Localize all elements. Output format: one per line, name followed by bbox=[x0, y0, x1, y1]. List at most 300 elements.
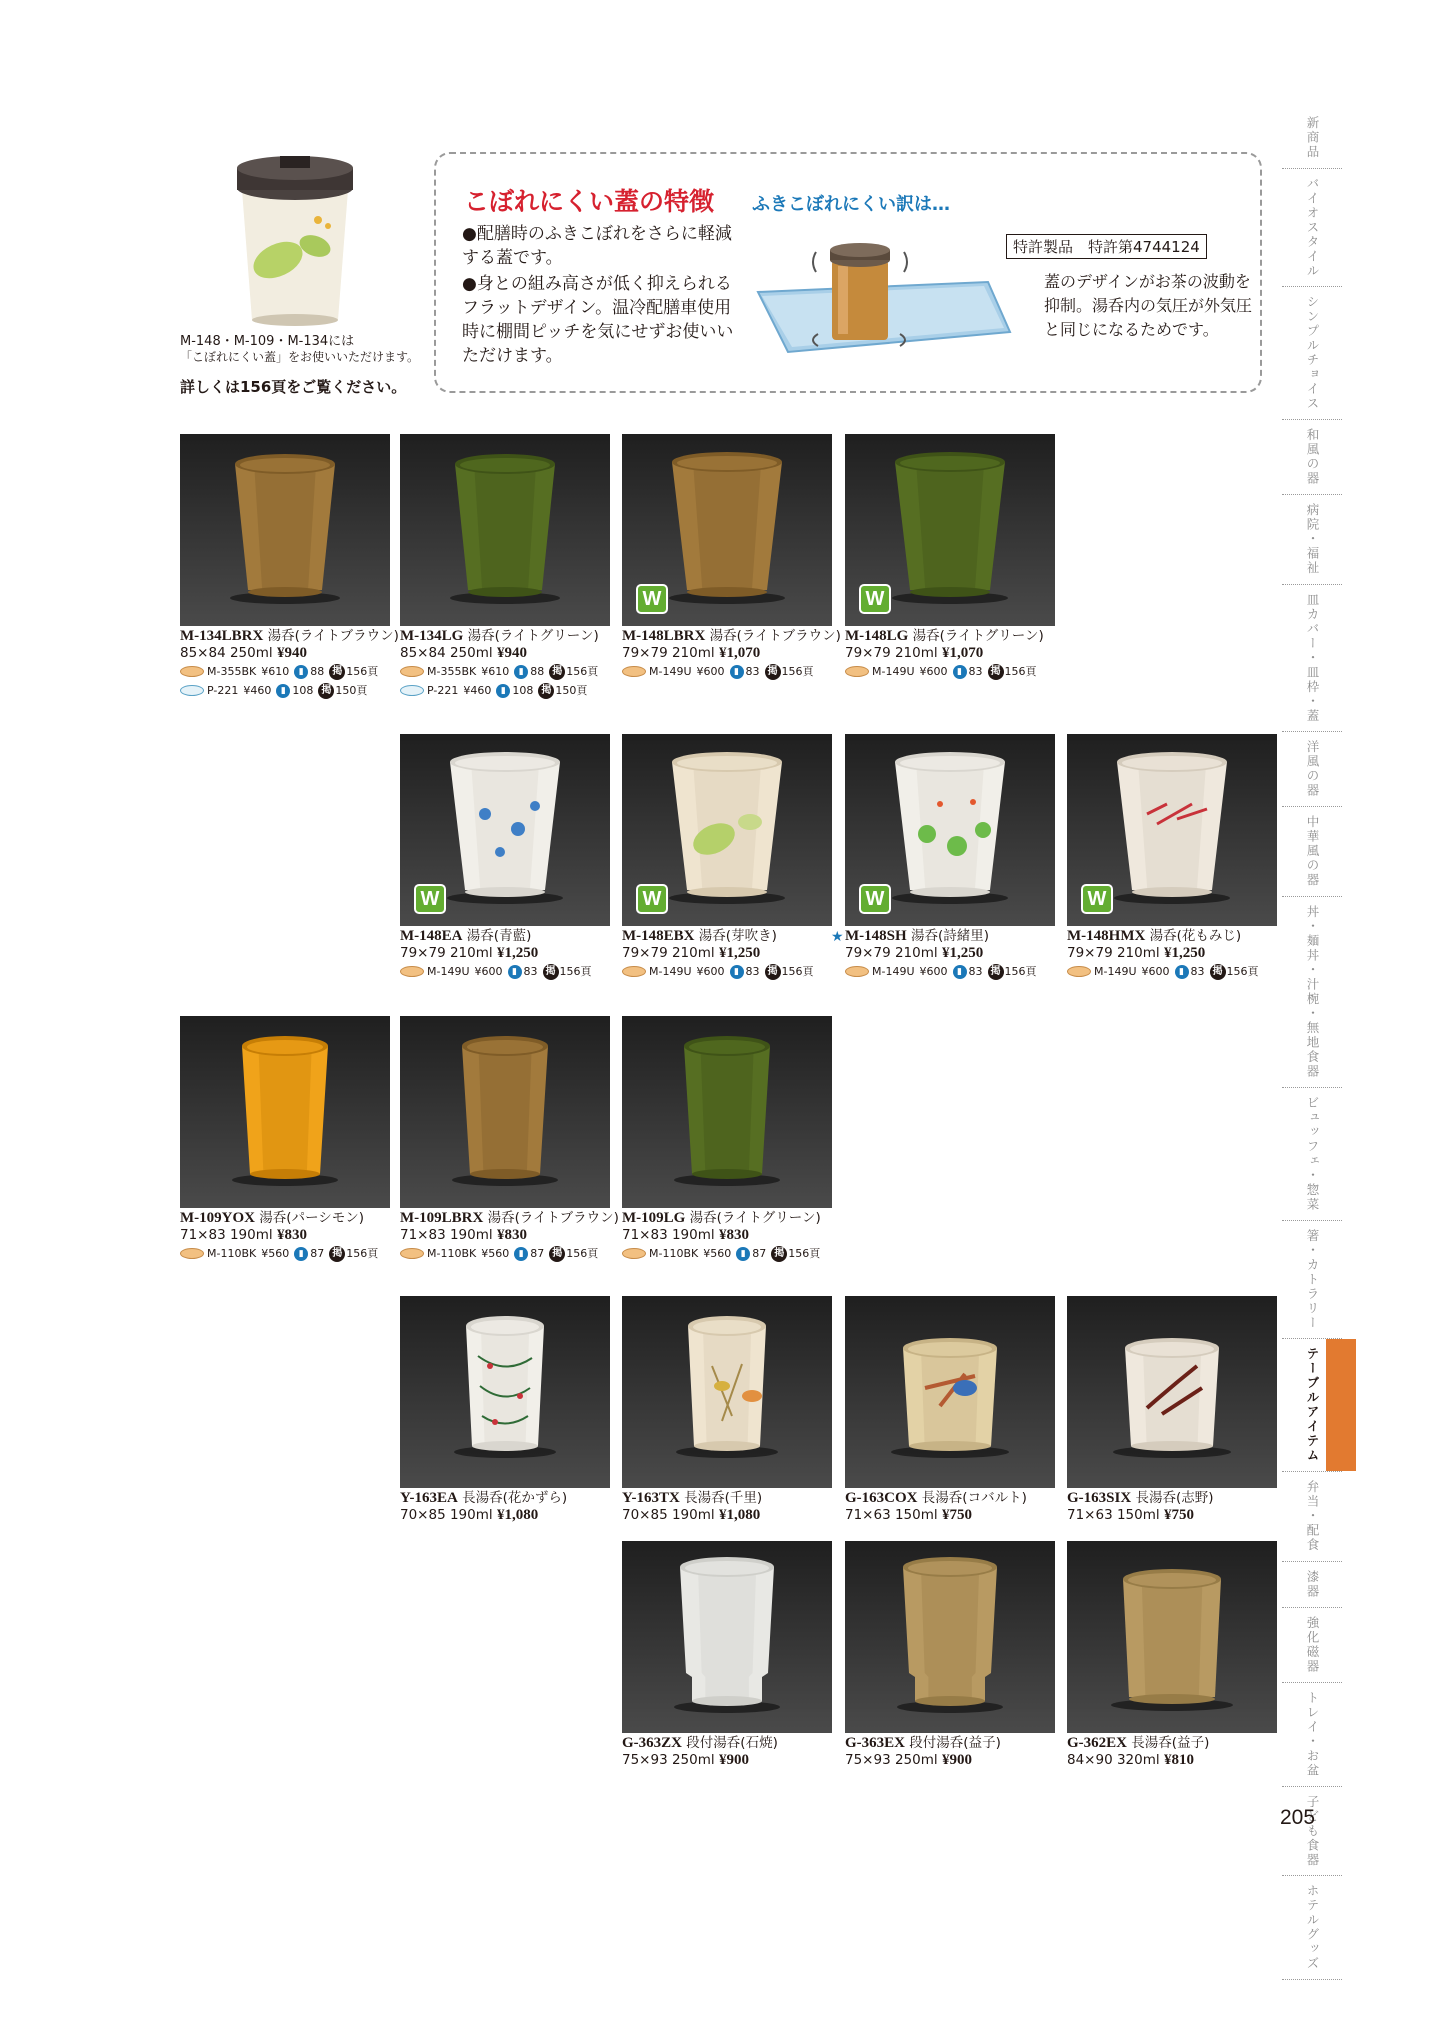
product-volume: 250ml bbox=[894, 1752, 938, 1768]
product-code: Y-163EA bbox=[400, 1490, 458, 1506]
accessory-page: 156頁 bbox=[781, 665, 814, 678]
product-photo bbox=[845, 734, 1055, 926]
side-tab-label: 皿カバー・皿枠・蓋 bbox=[1305, 592, 1320, 723]
product-volume: 250ml bbox=[229, 645, 273, 661]
product-spec bbox=[1067, 1752, 1277, 1769]
intro-section bbox=[180, 150, 440, 400]
product-title bbox=[845, 1735, 1055, 1752]
accessory-price: ¥600 bbox=[696, 665, 725, 678]
product-title bbox=[622, 628, 841, 645]
patent-label: 特許製品 特許第4744124 bbox=[1006, 234, 1207, 259]
product-info bbox=[622, 1208, 832, 1263]
product-size: 79×79 bbox=[622, 945, 668, 961]
accessory-stack: 83 bbox=[745, 965, 760, 978]
side-tab[interactable] bbox=[1282, 1472, 1342, 1562]
product-card bbox=[622, 1541, 832, 1769]
product-title bbox=[622, 1735, 832, 1752]
side-tab[interactable] bbox=[1282, 585, 1342, 733]
product-info bbox=[180, 1208, 390, 1263]
product-card bbox=[400, 1016, 619, 1263]
side-tab-label: 漆器 bbox=[1305, 1569, 1320, 1599]
kei-icon: 掲 bbox=[543, 964, 559, 980]
accessory-stack: 87 bbox=[310, 1247, 325, 1260]
product-size: 70×85 bbox=[622, 1507, 668, 1523]
product-size: 75×93 bbox=[622, 1752, 668, 1768]
accessory-stack: 88 bbox=[310, 665, 325, 678]
product-volume: 150ml bbox=[1116, 1507, 1160, 1523]
product-size: 84×90 bbox=[1067, 1752, 1113, 1768]
accessory-row bbox=[845, 662, 1055, 681]
side-tab-label: 新商品 bbox=[1305, 116, 1320, 160]
accessory-code: M-149U bbox=[872, 965, 915, 978]
product-title bbox=[622, 1210, 832, 1227]
accessory-code: M-110BK bbox=[207, 1247, 257, 1260]
lid-usage-note: 「こぼれにくい蓋」をお使いいただけます。 bbox=[180, 350, 420, 364]
product-name: 湯呑(ライトグリーン) bbox=[689, 1210, 821, 1226]
accessory-stack: 88 bbox=[530, 665, 545, 678]
product-title bbox=[400, 628, 610, 645]
product-size: 71×63 bbox=[1067, 1507, 1113, 1523]
product-code: M-134LG bbox=[400, 628, 464, 644]
accessory-price: ¥560 bbox=[261, 1247, 290, 1260]
cover-icon bbox=[400, 685, 424, 696]
product-title bbox=[400, 928, 610, 945]
product-volume: 210ml bbox=[894, 945, 938, 961]
product-info bbox=[622, 1733, 832, 1769]
product-card bbox=[622, 1016, 832, 1263]
side-tab[interactable] bbox=[1282, 807, 1342, 897]
product-code: G-362EX bbox=[1067, 1735, 1127, 1751]
accessory-code: M-110BK bbox=[649, 1247, 699, 1260]
kei-icon: 掲 bbox=[329, 664, 345, 680]
product-code: M-148HMX bbox=[1067, 928, 1146, 944]
product-size: 70×85 bbox=[400, 1507, 446, 1523]
product-code: G-163SIX bbox=[1067, 1490, 1132, 1506]
product-photo bbox=[622, 1541, 832, 1733]
accessory-page: 150頁 bbox=[335, 684, 368, 697]
product-price: ¥1,080 bbox=[496, 1507, 539, 1523]
product-title bbox=[1067, 1735, 1277, 1752]
product-info bbox=[400, 1488, 610, 1524]
product-volume: 320ml bbox=[1116, 1752, 1160, 1768]
accessory-code: M-355BK bbox=[427, 665, 477, 678]
product-code: M-109YOX bbox=[180, 1210, 255, 1226]
accessory-price: ¥610 bbox=[481, 665, 510, 678]
side-tab[interactable] bbox=[1282, 1339, 1342, 1472]
kei-icon: 掲 bbox=[988, 964, 1004, 980]
accessory-price: ¥560 bbox=[481, 1247, 510, 1260]
side-tab-label: 洋風の器 bbox=[1305, 740, 1320, 798]
product-code: M-148LG bbox=[845, 628, 909, 644]
product-spec bbox=[400, 645, 610, 662]
star-icon: ★ bbox=[831, 929, 844, 945]
product-card bbox=[180, 434, 399, 700]
product-name: 長湯呑(益子) bbox=[1131, 1735, 1210, 1751]
accessory-price: ¥600 bbox=[474, 965, 503, 978]
side-tab[interactable] bbox=[1282, 732, 1342, 807]
accessory-price: ¥600 bbox=[696, 965, 725, 978]
side-tab[interactable] bbox=[1282, 420, 1342, 495]
accessory-page: 156頁 bbox=[559, 965, 592, 978]
accessory-page: 156頁 bbox=[346, 1247, 379, 1260]
product-size: 85×84 bbox=[180, 645, 226, 661]
product-card bbox=[622, 1296, 832, 1524]
product-size: 71×83 bbox=[180, 1227, 226, 1243]
saucer-icon bbox=[622, 1248, 646, 1259]
accessory-stack: 108 bbox=[292, 684, 314, 697]
accessory-code: M-149U bbox=[872, 665, 915, 678]
side-tab-label: トレイ・お盆 bbox=[1305, 1690, 1320, 1778]
side-tab-label: 子ども食器 bbox=[1305, 1794, 1320, 1867]
side-tab-label: 強化磁器 bbox=[1305, 1615, 1320, 1674]
accessory-row bbox=[180, 681, 390, 700]
side-tab[interactable] bbox=[1282, 495, 1342, 585]
product-size: 71×83 bbox=[400, 1227, 446, 1243]
product-size: 79×79 bbox=[845, 645, 891, 661]
accessory-code: M-149U bbox=[1094, 965, 1137, 978]
product-spec bbox=[845, 945, 1055, 962]
product-spec bbox=[622, 1507, 832, 1524]
product-info bbox=[622, 626, 841, 681]
stack-icon: ▮ bbox=[736, 1247, 750, 1261]
product-code: M-134LBRX bbox=[180, 628, 264, 644]
product-size: 79×79 bbox=[1067, 945, 1113, 961]
product-volume: 150ml bbox=[894, 1507, 938, 1523]
stack-icon: ▮ bbox=[730, 665, 744, 679]
accessory-stack: 83 bbox=[523, 965, 538, 978]
accessory-page: 156頁 bbox=[1004, 665, 1037, 678]
accessory-row bbox=[622, 662, 832, 681]
side-tab[interactable] bbox=[1282, 1608, 1342, 1683]
product-card bbox=[400, 1296, 610, 1524]
w-badge-icon: W bbox=[1081, 884, 1113, 914]
product-spec bbox=[400, 945, 610, 962]
product-card bbox=[1067, 1296, 1277, 1524]
product-spec bbox=[1067, 1507, 1277, 1524]
product-volume: 190ml bbox=[671, 1507, 715, 1523]
product-size: 79×79 bbox=[622, 645, 668, 661]
product-code: Y-163TX bbox=[622, 1490, 680, 1506]
stack-icon: ▮ bbox=[508, 965, 522, 979]
product-title bbox=[845, 928, 1055, 945]
product-volume: 210ml bbox=[894, 645, 938, 661]
side-tab[interactable] bbox=[1282, 1562, 1342, 1608]
product-photo bbox=[845, 434, 1055, 626]
product-info bbox=[1067, 926, 1277, 981]
side-tab[interactable] bbox=[1282, 169, 1342, 288]
product-photo bbox=[400, 434, 610, 626]
w-badge-icon: W bbox=[859, 584, 891, 614]
product-info bbox=[831, 926, 1055, 981]
feature-bullet-2: ●身との組み高さが低く抑えられるフラットデザイン。温冷配膳車使用時に棚間ピッチを気にせずお使いいただけます。 bbox=[462, 274, 734, 366]
product-title bbox=[180, 1210, 390, 1227]
side-tab[interactable] bbox=[1282, 108, 1342, 169]
product-size: 85×84 bbox=[400, 645, 446, 661]
product-name: 湯呑(ライトブラウン) bbox=[487, 1210, 619, 1226]
saucer-icon bbox=[180, 1248, 204, 1259]
product-info bbox=[400, 626, 610, 700]
stack-icon: ▮ bbox=[514, 1247, 528, 1261]
stack-icon: ▮ bbox=[953, 965, 967, 979]
product-code: M-148EA bbox=[400, 928, 463, 944]
product-spec bbox=[622, 945, 832, 962]
product-photo bbox=[1067, 1541, 1277, 1733]
product-spec bbox=[845, 1507, 1055, 1524]
lid-compatibility-note: M-148・M-109・M-134には bbox=[180, 334, 355, 349]
product-price: ¥750 bbox=[1163, 1507, 1194, 1523]
product-size: 71×83 bbox=[622, 1227, 668, 1243]
product-price: ¥900 bbox=[941, 1752, 972, 1768]
product-card bbox=[400, 734, 610, 981]
accessory-row bbox=[400, 1244, 610, 1263]
product-title bbox=[622, 1490, 832, 1507]
product-photo bbox=[845, 1296, 1055, 1488]
accessory-stack: 83 bbox=[745, 665, 760, 678]
accessory-code: M-149U bbox=[649, 665, 692, 678]
kei-icon: 掲 bbox=[538, 683, 554, 699]
product-card bbox=[400, 434, 610, 700]
product-spec bbox=[845, 645, 1055, 662]
accessory-stack: 83 bbox=[968, 665, 983, 678]
product-price: ¥1,250 bbox=[718, 945, 761, 961]
product-price: ¥830 bbox=[276, 1227, 307, 1243]
product-info bbox=[400, 1208, 619, 1263]
stack-icon: ▮ bbox=[953, 665, 967, 679]
product-volume: 190ml bbox=[229, 1227, 273, 1243]
accessory-page: 156頁 bbox=[566, 665, 599, 678]
product-card bbox=[831, 734, 1055, 981]
product-code: G-363EX bbox=[845, 1735, 905, 1751]
side-tab[interactable] bbox=[1282, 1876, 1342, 1980]
side-tab[interactable] bbox=[1282, 287, 1342, 420]
accessory-page: 156頁 bbox=[346, 665, 379, 678]
side-tab-label: 弁当・配食 bbox=[1305, 1480, 1320, 1553]
side-tab[interactable] bbox=[1282, 897, 1342, 1088]
product-photo bbox=[1067, 1296, 1277, 1488]
product-name: 長湯呑(志野) bbox=[1135, 1490, 1214, 1506]
accessory-row bbox=[622, 962, 832, 981]
product-name: 長湯呑(コバルト) bbox=[921, 1490, 1027, 1506]
stack-icon: ▮ bbox=[294, 1247, 308, 1261]
product-name: 段付湯呑(益子) bbox=[909, 1735, 1001, 1751]
product-title bbox=[1067, 928, 1277, 945]
product-spec bbox=[845, 1752, 1055, 1769]
see-page-note: 詳しくは156頁をご覧ください。 bbox=[180, 378, 407, 396]
product-title bbox=[845, 1490, 1055, 1507]
product-photo bbox=[845, 1541, 1055, 1733]
product-name: 湯呑(花もみじ) bbox=[1149, 928, 1242, 944]
product-photo bbox=[622, 734, 832, 926]
side-tab-label: 病院・福祉 bbox=[1305, 503, 1320, 576]
product-size: 71×63 bbox=[845, 1507, 891, 1523]
accessory-page: 156頁 bbox=[1226, 965, 1259, 978]
tray-cup-illustration bbox=[748, 222, 1018, 372]
w-badge-icon: W bbox=[859, 884, 891, 914]
kei-icon: 掲 bbox=[549, 664, 565, 680]
product-spec bbox=[622, 645, 832, 662]
product-title bbox=[400, 1210, 619, 1227]
accessory-row bbox=[400, 962, 610, 981]
accessory-code: P-221 bbox=[207, 684, 239, 697]
side-tab-label: 丼・麺丼・汁椀・無地食器 bbox=[1305, 904, 1320, 1079]
product-info bbox=[400, 926, 610, 981]
product-price: ¥1,080 bbox=[718, 1507, 761, 1523]
accessory-stack: 87 bbox=[530, 1247, 545, 1260]
product-size: 79×79 bbox=[400, 945, 446, 961]
side-tab-label: 箸・カトラリー bbox=[1305, 1228, 1320, 1330]
product-photo bbox=[1067, 734, 1277, 926]
product-info bbox=[622, 1488, 832, 1524]
kei-icon: 掲 bbox=[765, 964, 781, 980]
product-volume: 210ml bbox=[449, 945, 493, 961]
w-badge-icon: W bbox=[636, 584, 668, 614]
product-info bbox=[180, 626, 399, 700]
side-tab-label: ホテルグッズ bbox=[1305, 1884, 1320, 1971]
side-tab[interactable] bbox=[1282, 1683, 1342, 1787]
product-volume: 210ml bbox=[1116, 945, 1160, 961]
stack-icon: ▮ bbox=[496, 684, 510, 698]
accessory-page: 156頁 bbox=[788, 1247, 821, 1260]
product-code: M-148EBX bbox=[622, 928, 695, 944]
product-info bbox=[845, 626, 1055, 681]
saucer-icon bbox=[400, 966, 424, 977]
product-card bbox=[845, 434, 1055, 681]
saucer-icon bbox=[400, 1248, 424, 1259]
accessory-page: 156頁 bbox=[781, 965, 814, 978]
product-info bbox=[622, 926, 832, 981]
accessory-code: M-149U bbox=[649, 965, 692, 978]
product-name: 湯呑(ライトグリーン) bbox=[912, 628, 1044, 644]
product-volume: 210ml bbox=[671, 645, 715, 661]
accessory-price: ¥460 bbox=[243, 684, 272, 697]
product-title bbox=[1067, 1490, 1277, 1507]
accessory-price: ¥600 bbox=[919, 965, 948, 978]
product-name: 段付湯呑(石焼) bbox=[686, 1735, 778, 1751]
side-tab-label: 和風の器 bbox=[1305, 428, 1320, 486]
feature-title: こぼれにくい蓋の特徴 bbox=[464, 187, 715, 216]
kei-icon: 掲 bbox=[549, 1246, 565, 1262]
product-card bbox=[622, 434, 841, 681]
product-card bbox=[1067, 1541, 1277, 1769]
accessory-row bbox=[180, 1244, 390, 1263]
product-title bbox=[400, 1490, 610, 1507]
product-price: ¥900 bbox=[718, 1752, 749, 1768]
accessory-row bbox=[845, 962, 1055, 981]
product-photo bbox=[180, 434, 390, 626]
product-volume: 210ml bbox=[671, 945, 715, 961]
cover-icon bbox=[180, 685, 204, 696]
product-photo bbox=[180, 1016, 390, 1208]
product-volume: 250ml bbox=[449, 645, 493, 661]
page-number: 205 bbox=[1280, 1806, 1316, 1829]
product-title bbox=[180, 628, 399, 645]
feature-subtitle: ふきこぼれにくい訳は… bbox=[752, 194, 950, 215]
accessory-stack: 87 bbox=[752, 1247, 767, 1260]
category-side-tabs bbox=[1282, 108, 1342, 1980]
product-name: 湯呑(ライトブラウン) bbox=[267, 628, 399, 644]
kei-icon: 掲 bbox=[329, 1246, 345, 1262]
kei-icon: 掲 bbox=[1210, 964, 1226, 980]
side-tab[interactable] bbox=[1282, 1787, 1342, 1877]
side-tab-label: 中華風の器 bbox=[1305, 815, 1320, 888]
lidded-cup-image bbox=[220, 150, 370, 330]
product-info bbox=[845, 1733, 1055, 1769]
saucer-icon bbox=[180, 666, 204, 677]
product-photo bbox=[400, 1296, 610, 1488]
accessory-price: ¥460 bbox=[463, 684, 492, 697]
product-code: G-363ZX bbox=[622, 1735, 682, 1751]
stack-icon: ▮ bbox=[1175, 965, 1189, 979]
product-photo bbox=[622, 434, 832, 626]
product-spec bbox=[622, 1227, 832, 1244]
kei-icon: 掲 bbox=[771, 1246, 787, 1262]
accessory-code: M-355BK bbox=[207, 665, 257, 678]
product-name: 長湯呑(千里) bbox=[684, 1490, 763, 1506]
product-price: ¥810 bbox=[1163, 1752, 1194, 1768]
side-tab[interactable] bbox=[1282, 1221, 1342, 1340]
product-price: ¥940 bbox=[276, 645, 307, 661]
product-volume: 250ml bbox=[671, 1752, 715, 1768]
accessory-page: 150頁 bbox=[555, 684, 588, 697]
product-name: 湯呑(パーシモン) bbox=[259, 1210, 365, 1226]
side-tab[interactable] bbox=[1282, 1088, 1342, 1221]
feature-bullet-1: ●配膳時のふきこぼれをさらに軽減する蓋です。 bbox=[462, 224, 732, 268]
accessory-price: ¥610 bbox=[261, 665, 290, 678]
kei-icon: 掲 bbox=[765, 664, 781, 680]
product-price: ¥940 bbox=[496, 645, 527, 661]
side-tab-label: ビュッフェ・惣菜 bbox=[1305, 1095, 1320, 1212]
accessory-row bbox=[400, 662, 610, 681]
accessory-code: P-221 bbox=[427, 684, 459, 697]
saucer-icon bbox=[1067, 966, 1091, 977]
side-tab-label: テーブルアイテム bbox=[1305, 1347, 1320, 1463]
product-card bbox=[1067, 734, 1277, 981]
feature-explanation: 蓋のデザインがお茶の波動を抑制。湯呑内の気圧が外気圧と同じになるためです。 bbox=[1044, 272, 1253, 339]
product-price: ¥1,070 bbox=[941, 645, 984, 661]
product-code: G-163COX bbox=[845, 1490, 918, 1506]
product-price: ¥830 bbox=[718, 1227, 749, 1243]
side-tab-label: シンプルチョイス bbox=[1305, 295, 1320, 411]
product-info bbox=[1067, 1488, 1277, 1524]
accessory-price: ¥600 bbox=[919, 665, 948, 678]
stack-icon: ▮ bbox=[730, 965, 744, 979]
product-volume: 190ml bbox=[449, 1507, 493, 1523]
product-spec bbox=[622, 1752, 832, 1769]
saucer-icon bbox=[845, 966, 869, 977]
product-card bbox=[180, 1016, 390, 1263]
product-price: ¥830 bbox=[496, 1227, 527, 1243]
product-title bbox=[845, 628, 1055, 645]
w-badge-icon: W bbox=[636, 884, 668, 914]
saucer-icon bbox=[622, 666, 646, 677]
product-name: 湯呑(ライトグリーン) bbox=[467, 628, 599, 644]
saucer-icon bbox=[622, 966, 646, 977]
product-name: 湯呑(ライトブラウン) bbox=[709, 628, 841, 644]
product-card bbox=[845, 1296, 1055, 1524]
product-name: 湯呑(芽吹き) bbox=[698, 928, 777, 944]
accessory-row bbox=[400, 681, 610, 700]
product-photo bbox=[622, 1296, 832, 1488]
saucer-icon bbox=[400, 666, 424, 677]
stack-icon: ▮ bbox=[514, 665, 528, 679]
product-spec bbox=[400, 1227, 610, 1244]
accessory-price: ¥560 bbox=[703, 1247, 732, 1260]
accessory-stack: 108 bbox=[512, 684, 534, 697]
product-card bbox=[845, 1541, 1055, 1769]
w-badge-icon: W bbox=[414, 884, 446, 914]
saucer-icon bbox=[845, 666, 869, 677]
product-volume: 190ml bbox=[671, 1227, 715, 1243]
